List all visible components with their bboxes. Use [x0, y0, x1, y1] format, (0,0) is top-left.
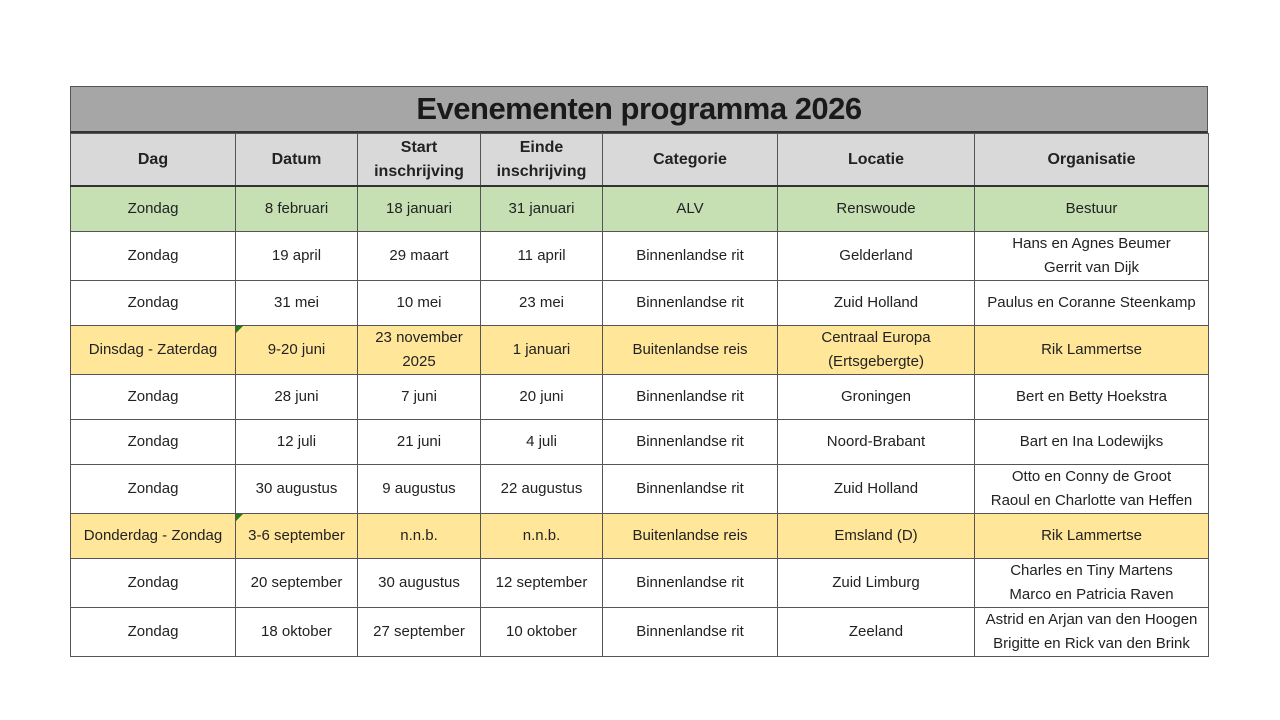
table-row — [71, 608, 1209, 657]
table-row — [71, 375, 1209, 420]
cell-start-inschrijving: 7 juni — [358, 375, 481, 420]
cell-locatie: Zeeland — [778, 608, 975, 657]
cell-categorie: Binnenlandse rit — [603, 232, 778, 281]
cell-organisatie: Rik Lammertse — [975, 514, 1209, 559]
cell-datum: 28 juni — [236, 375, 358, 420]
cell-start-inschrijving: 29 maart — [358, 232, 481, 281]
cell-locatie: Gelderland — [778, 232, 975, 281]
cell-dag: Zondag — [71, 232, 236, 281]
cell-categorie: Binnenlandse rit — [603, 608, 778, 657]
cell-locatie: Emsland (D) — [778, 514, 975, 559]
cell-dag: Zondag — [71, 420, 236, 465]
cell-categorie: Buitenlandse reis — [603, 514, 778, 559]
cell-einde-inschrijving: 11 april — [481, 232, 603, 281]
cell-locatie: Groningen — [778, 375, 975, 420]
table-row — [71, 559, 1209, 608]
cell-locatie: Noord-Brabant — [778, 420, 975, 465]
cell-categorie: Binnenlandse rit — [603, 375, 778, 420]
cell-organisatie: Hans en Agnes Beumer Gerrit van Dijk — [975, 232, 1209, 281]
table-row — [71, 281, 1209, 326]
cell-locatie: Renswoude — [778, 186, 975, 232]
cell-organisatie: Bert en Betty Hoekstra — [975, 375, 1209, 420]
cell-start-inschrijving: 27 september — [358, 608, 481, 657]
comment-marker-icon — [236, 326, 243, 333]
header-locatie: Locatie — [778, 134, 975, 187]
cell-locatie: Centraal Europa (Ertsgebergte) — [778, 326, 975, 375]
cell-einde-inschrijving: 20 juni — [481, 375, 603, 420]
cell-dag: Donderdag - Zondag — [71, 514, 236, 559]
table-row — [71, 465, 1209, 514]
cell-einde-inschrijving: 23 mei — [481, 281, 603, 326]
cell-datum: 30 augustus — [236, 465, 358, 514]
cell-dag: Zondag — [71, 559, 236, 608]
cell-dag: Zondag — [71, 375, 236, 420]
comment-marker-icon — [236, 514, 243, 521]
cell-start-inschrijving: 18 januari — [358, 186, 481, 232]
header-einde-inschrijving: Einde inschrijving — [481, 134, 603, 187]
cell-start-inschrijving: 30 augustus — [358, 559, 481, 608]
cell-datum: 31 mei — [236, 281, 358, 326]
cell-start-inschrijving: n.n.b. — [358, 514, 481, 559]
cell-start-inschrijving: 10 mei — [358, 281, 481, 326]
cell-dag: Zondag — [71, 186, 236, 232]
cell-dag: Zondag — [71, 281, 236, 326]
cell-einde-inschrijving: 10 oktober — [481, 608, 603, 657]
table-row — [71, 326, 1209, 375]
cell-organisatie: Bart en Ina Lodewijks — [975, 420, 1209, 465]
table-row — [71, 420, 1209, 465]
cell-categorie: Buitenlandse reis — [603, 326, 778, 375]
cell-dag: Dinsdag - Zaterdag — [71, 326, 236, 375]
cell-organisatie: Paulus en Coranne Steenkamp — [975, 281, 1209, 326]
event-table — [70, 133, 1209, 657]
cell-einde-inschrijving: 1 januari — [481, 326, 603, 375]
cell-datum: 9-20 juni — [236, 326, 358, 375]
cell-locatie: Zuid Holland — [778, 281, 975, 326]
cell-einde-inschrijving: 12 september — [481, 559, 603, 608]
cell-categorie: Binnenlandse rit — [603, 420, 778, 465]
header-datum: Datum — [236, 134, 358, 187]
cell-datum: 19 april — [236, 232, 358, 281]
table-row — [71, 186, 1209, 232]
cell-organisatie: Astrid en Arjan van den Hoogen Brigitte en Rick van den Brink — [975, 608, 1209, 657]
cell-categorie: Binnenlandse rit — [603, 559, 778, 608]
cell-dag: Zondag — [71, 465, 236, 514]
cell-einde-inschrijving: 4 juli — [481, 420, 603, 465]
header-start-inschrijving: Start inschrijving — [358, 134, 481, 187]
cell-einde-inschrijving: 22 augustus — [481, 465, 603, 514]
header-dag: Dag — [71, 134, 236, 187]
cell-locatie: Zuid Holland — [778, 465, 975, 514]
cell-start-inschrijving: 9 augustus — [358, 465, 481, 514]
table-row — [71, 514, 1209, 559]
cell-organisatie: Rik Lammertse — [975, 326, 1209, 375]
table-row — [71, 232, 1209, 281]
cell-einde-inschrijving: n.n.b. — [481, 514, 603, 559]
page-title: Evenementen programma 2026 — [416, 91, 862, 126]
cell-datum: 3-6 september — [236, 514, 358, 559]
cell-datum: 20 september — [236, 559, 358, 608]
cell-datum: 18 oktober — [236, 608, 358, 657]
cell-categorie: ALV — [603, 186, 778, 232]
header-organisatie: Organisatie — [975, 134, 1209, 187]
cell-datum: 12 juli — [236, 420, 358, 465]
cell-categorie: Binnenlandse rit — [603, 281, 778, 326]
cell-organisatie: Bestuur — [975, 186, 1209, 232]
cell-locatie: Zuid Limburg — [778, 559, 975, 608]
cell-organisatie: Charles en Tiny Martens Marco en Patricia Raven — [975, 559, 1209, 608]
header-categorie: Categorie — [603, 134, 778, 187]
event-schedule-sheet — [70, 86, 1208, 657]
cell-datum: 8 februari — [236, 186, 358, 232]
title-bar — [70, 86, 1208, 133]
header-row — [71, 134, 1209, 187]
cell-dag: Zondag — [71, 608, 236, 657]
cell-categorie: Binnenlandse rit — [603, 465, 778, 514]
cell-einde-inschrijving: 31 januari — [481, 186, 603, 232]
cell-start-inschrijving: 23 november 2025 — [358, 326, 481, 375]
cell-start-inschrijving: 21 juni — [358, 420, 481, 465]
cell-organisatie: Otto en Conny de Groot Raoul en Charlotte van Heffen — [975, 465, 1209, 514]
